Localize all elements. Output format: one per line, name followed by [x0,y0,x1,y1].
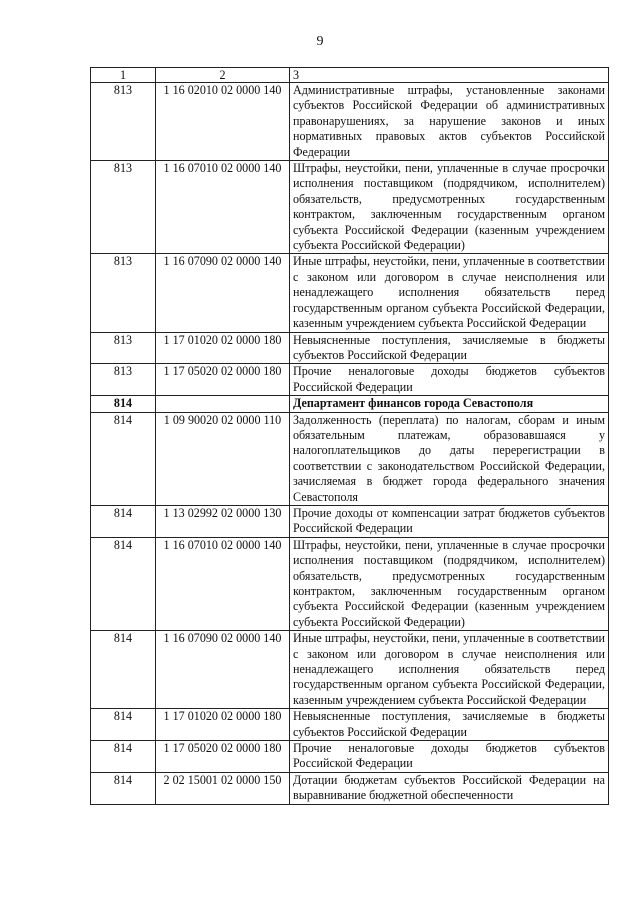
page-number: 9 [316,34,324,49]
table-row [91,741,609,773]
table-row [91,254,609,332]
revenue-code-cell: 1 16 07010 02 0000 140 [156,537,290,630]
admin-code-cell: 814 [91,412,156,505]
admin-code-cell: 813 [91,364,156,396]
admin-code-cell: 814 [91,631,156,709]
admin-code-cell: 813 [91,254,156,332]
header-col-1: 1 [91,68,156,83]
revenue-code-cell: 1 09 90020 02 0000 110 [156,412,290,505]
revenue-name-cell: Задолженность (переплата) по налогам, сборам и иным обязательным платежам, образовавшаяся у налогоплательщиков до даты перерегистрации в соответствии с законодательством Российской Федерации, зачисляемая в бюджет города федерального значения Севастополя [290,412,609,505]
revenue-name-cell: Административные штрафы, установленные законами субъектов Российской Федерации об административных правонарушениях, за нарушение законов и иных нормативных правовых актов субъектов Российской Федерации [290,83,609,161]
revenue-codes-table [90,67,609,805]
table-row-department [91,396,609,412]
revenue-code-cell: 1 17 01020 02 0000 180 [156,332,290,364]
revenue-code-cell: 1 13 02992 02 0000 130 [156,505,290,537]
admin-code-cell: 814 [91,709,156,741]
table-row [91,161,609,254]
header-col-3: 3 [290,68,609,83]
table-row [91,364,609,396]
revenue-name-cell: Департамент финансов города Севастополя [290,396,609,412]
revenue-name-cell: Прочие неналоговые доходы бюджетов субъектов Российской Федерации [290,741,609,773]
revenue-code-cell: 1 17 05020 02 0000 180 [156,364,290,396]
table-row [91,505,609,537]
table-row [91,332,609,364]
revenue-name-cell: Штрафы, неустойки, пени, уплаченные в случае просрочки исполнения поставщиком (подрядчиком, исполнителем) обязательств, предусмотренных государственным контрактом, заключенным государственным органом субъекта Российской Федерации (казенным учреждением субъекта Российской Федерации) [290,537,609,630]
revenue-code-cell: 1 16 07090 02 0000 140 [156,631,290,709]
revenue-code-cell: 1 16 07090 02 0000 140 [156,254,290,332]
table-row [91,412,609,505]
revenue-name-cell: Иные штрафы, неустойки, пени, уплаченные в соответствии с законом или договором в случае неисполнения или ненадлежащего исполнения обязательств перед государственным органом субъекта Российской Федерации, казенным учреждением субъекта Российской Федерации [290,254,609,332]
revenue-code-cell: 1 17 01020 02 0000 180 [156,709,290,741]
revenue-name-cell: Штрафы, неустойки, пени, уплаченные в случае просрочки исполнения поставщиком (подрядчиком, исполнителем) обязательств, предусмотренных государственным контрактом, заключенным государственным органом субъекта Российской Федерации (казенным учреждением субъекта Российской Федерации) [290,161,609,254]
revenue-code-cell [156,396,290,412]
table-row [91,709,609,741]
admin-code-cell: 814 [91,396,156,412]
table-row [91,83,609,161]
table-row [91,631,609,709]
admin-code-cell: 813 [91,332,156,364]
admin-code-cell: 814 [91,741,156,773]
table-row [91,537,609,630]
revenue-name-cell: Прочие неналоговые доходы бюджетов субъектов Российской Федерации [290,364,609,396]
revenue-name-cell: Иные штрафы, неустойки, пени, уплаченные в соответствии с законом или договором в случае неисполнения или ненадлежащего исполнения обязательств перед государственным органом субъекта Российской Федерации, казенным учреждением субъекта Российской Федерации [290,631,609,709]
revenue-name-cell: Дотации бюджетам субъектов Российской Федерации на выравнивание бюджетной обеспеченности [290,772,609,804]
revenue-code-cell: 1 16 07010 02 0000 140 [156,161,290,254]
revenue-code-cell: 1 17 05020 02 0000 180 [156,741,290,773]
revenue-name-cell: Невыясненные поступления, зачисляемые в бюджеты субъектов Российской Федерации [290,709,609,741]
revenue-name-cell: Прочие доходы от компенсации затрат бюджетов субъектов Российской Федерации [290,505,609,537]
table-row [91,772,609,804]
admin-code-cell: 813 [91,83,156,161]
header-col-2: 2 [156,68,290,83]
table-header-row [91,68,609,83]
revenue-name-cell: Невыясненные поступления, зачисляемые в бюджеты субъектов Российской Федерации [290,332,609,364]
admin-code-cell: 813 [91,161,156,254]
revenue-code-cell: 2 02 15001 02 0000 150 [156,772,290,804]
admin-code-cell: 814 [91,537,156,630]
admin-code-cell: 814 [91,772,156,804]
admin-code-cell: 814 [91,505,156,537]
revenue-code-cell: 1 16 02010 02 0000 140 [156,83,290,161]
